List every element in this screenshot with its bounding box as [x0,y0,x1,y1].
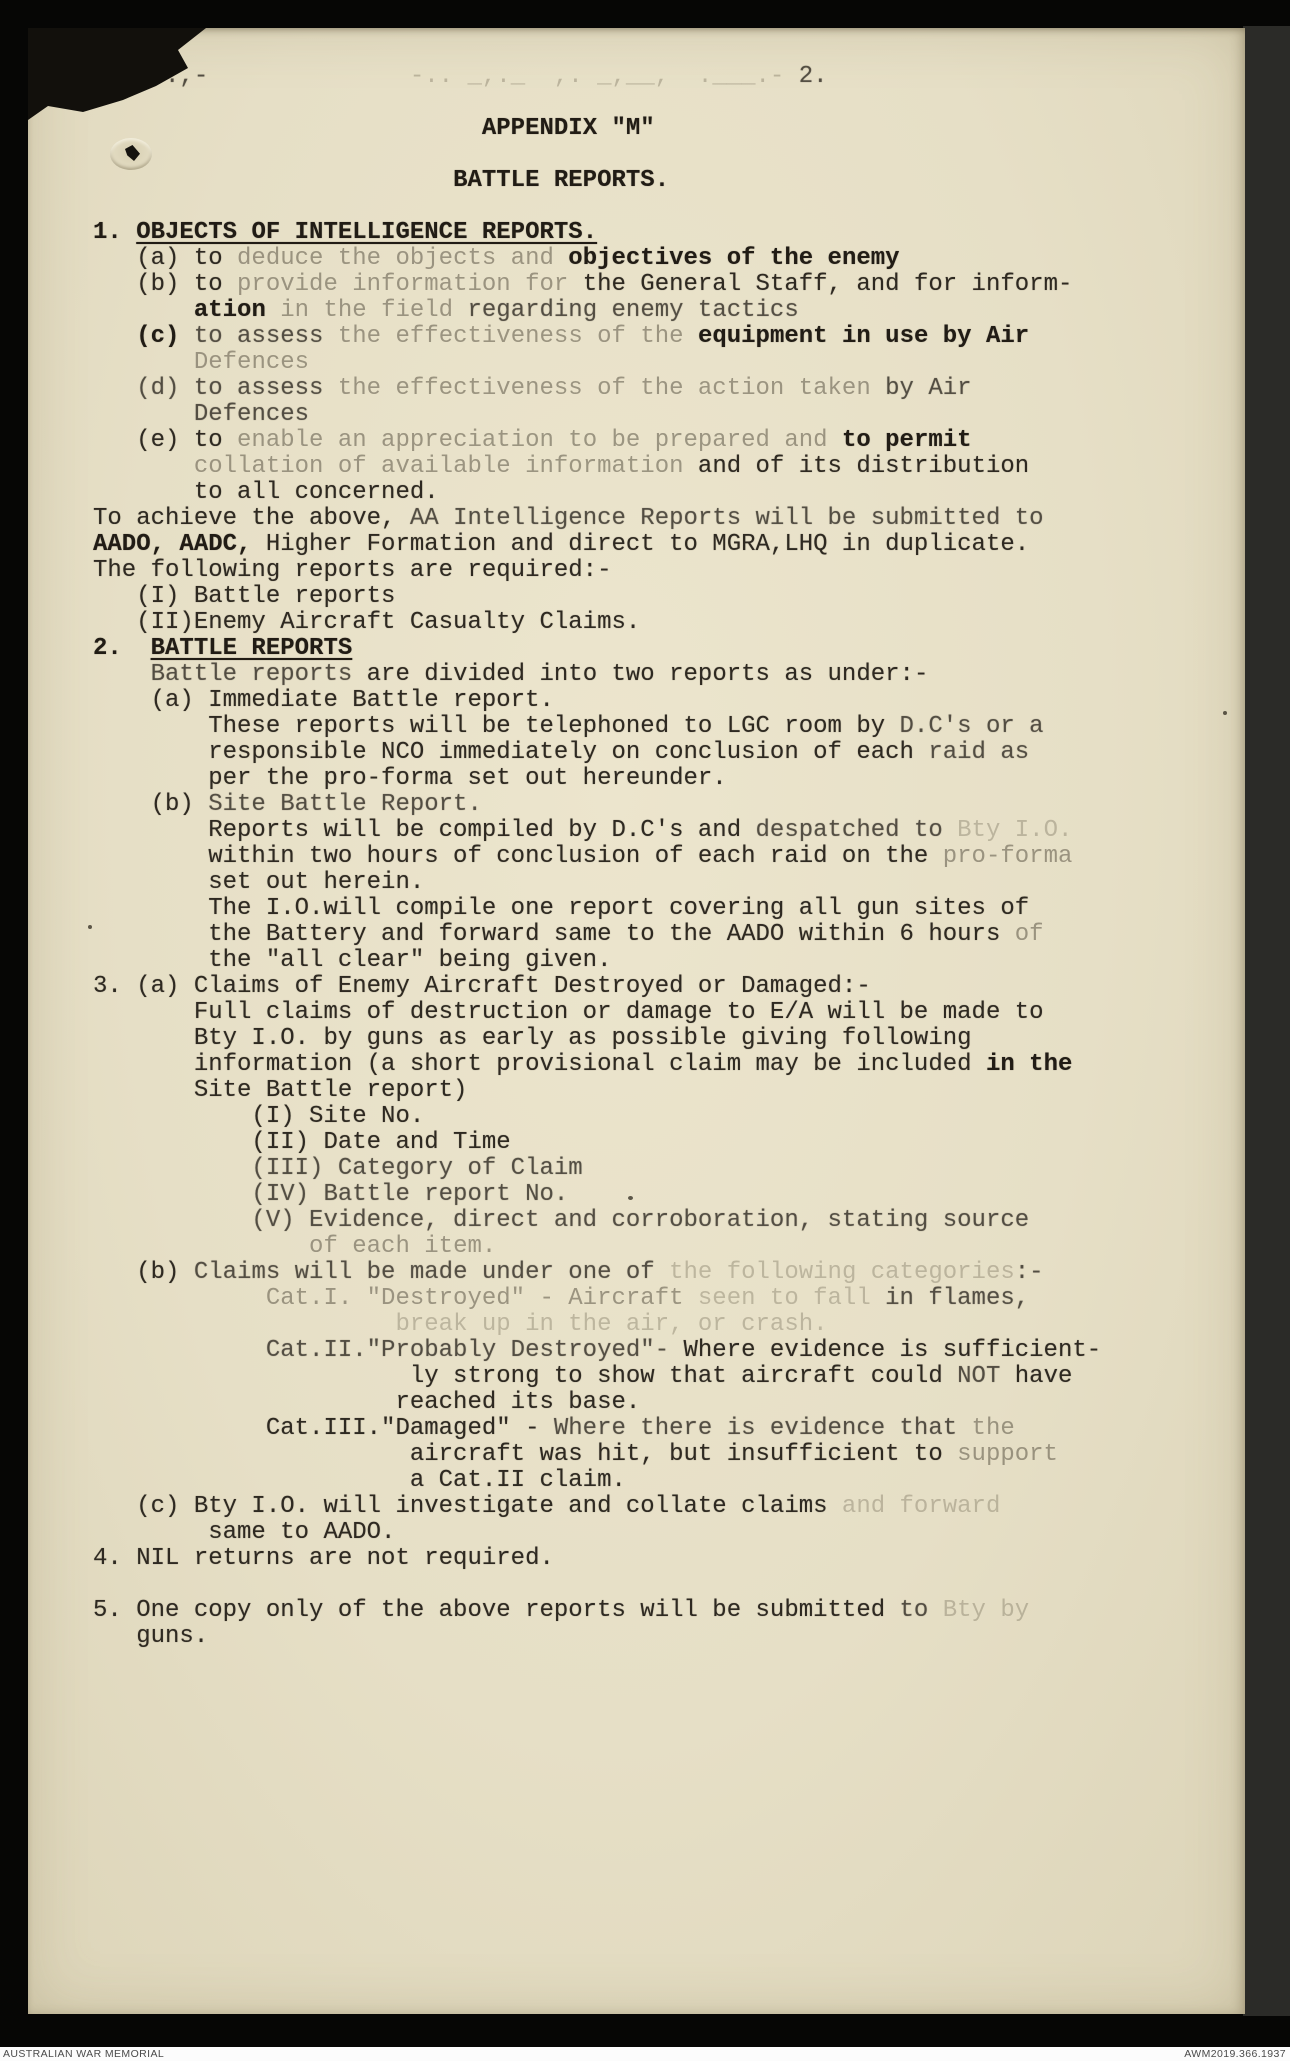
document-line: (IV) Battle report No. [93,1181,569,1208]
archive-name: AUSTRALIAN WAR MEMORIAL [3,2048,165,2060]
document-line [93,142,1213,168]
document-line: Bty I.O. by guns as early as possible giving following [93,1025,972,1052]
document-line: of each item. [309,1233,497,1260]
document-line: Defences [193,349,310,376]
document-line [93,194,1213,220]
document-line: ation in the field regarding enemy tactics [193,297,799,324]
document-line: Full claims of destruction or damage to E/A will be made to [93,999,1044,1026]
document-line: (e) to enable an appreciation to be prepared and to permit [93,427,972,454]
document-line: same to AADO. [93,1519,396,1546]
document-line: 5. One copy only of the above reports will be submitted to Bty by [93,1597,1030,1624]
document-line: reached its base. [93,1389,641,1416]
document-line: (V) Evidence, direct and corroboration, stating source [93,1207,1030,1234]
document-page [28,28,1245,2014]
document-line: 3. (a) Claims of Enemy Aircraft Destroyed or Damaged:- [93,973,871,1000]
document-line: a Cat.II claim. [93,1467,626,1494]
document-line: 1. OBJECTS OF INTELLIGENCE REPORTS. [93,219,598,246]
document-line: aircraft was hit, but insufficient to support [93,1441,1058,1468]
document-line: (c) to assess the effectiveness of the equipment in use by Air [136,323,1030,350]
document-line: APPENDIX "M" [481,115,655,142]
archive-footer [0,2047,1290,2061]
document-line: (I) Battle reports [93,583,396,610]
document-line: AADO, AADC, Higher Formation and direct to MGRA,LHQ in duplicate. [93,531,1030,558]
document-line: collation of available information and of its distribution [193,453,1030,480]
document-line: within two hours of conclusion of each raid on the pro-forma [93,843,1073,870]
document-line: Cat.III."Damaged" - Where there is evidence that the [93,1415,1015,1442]
document-line: the Battery and forward same to the AADO within 6 hours of [93,921,1044,948]
archive-reference: AWM2019.366.1937 [1184,2048,1286,2060]
document-line [93,1572,1213,1598]
document-line: (III) Category of Claim [93,1155,583,1182]
document-line: These reports will be telephoned to LGC room by D.C's or a [93,713,1044,740]
document-line: .,- -.. _,._ ,. _,__, .___.- 2. [165,63,828,90]
document-line [93,90,1213,116]
document-line: (b) to provide information for the General Staff, and for inform- [93,271,1073,298]
scanner-background [1243,26,1290,2016]
ink-speck [88,925,92,929]
document-line: Site Battle report) [93,1077,468,1104]
document-line: set out herein. [93,869,425,896]
document-line: (b) Site Battle Report. [93,791,482,818]
document-line: per the pro-forma set out hereunder. [93,765,727,792]
document-line: ly strong to show that aircraft could NOT have [93,1363,1073,1390]
document-line: break up in the air, or crash. [395,1311,828,1338]
document-line: guns. [93,1623,209,1650]
document-line: (a) Immediate Battle report. [93,687,554,714]
document-body [93,64,1213,1650]
document-line: to all concerned. [93,479,439,506]
ink-speck [1223,711,1227,715]
document-line: (c) Bty I.O. will investigate and collate claims and forward [93,1493,1001,1520]
document-line: 4. NIL returns are not required. [93,1545,554,1572]
document-line: the "all clear" being given. [93,947,612,974]
document-line: information (a short provisional claim may be included in the [93,1051,1073,1078]
document-line: Reports will be compiled by D.C's and despatched to Bty I.O. [93,817,1073,844]
document-line: BATTLE REPORTS. [453,167,670,194]
document-line: (II) Date and Time [93,1129,511,1156]
document-line: (a) to deduce the objects and objectives of the enemy [93,245,900,272]
document-line: (II)Enemy Aircraft Casualty Claims. [93,609,641,636]
document-line: (b) Claims will be made under one of the following categories:- [93,1259,1044,1286]
document-line: Cat.I. "Destroyed" - Aircraft seen to fall in flames, [265,1285,1030,1312]
document-line: Defences [193,401,310,428]
document-line: 2. BATTLE REPORTS [93,635,353,662]
document-line: responsible NCO immediately on conclusion of each raid as [93,739,1030,766]
document-line: To achieve the above, AA Intelligence Reports will be submitted to [93,505,1044,532]
document-line: (I) Site No. [93,1103,425,1130]
document-line: (d) to assess the effectiveness of the action taken by Air [93,375,972,402]
document-line: Cat.II."Probably Destroyed"- Where evidence is sufficient- [265,1337,1102,1364]
document-line: Battle reports are divided into two reports as under:- [150,661,929,688]
document-line: The following reports are required:- [93,557,612,584]
document-line: The I.O.will compile one report covering all gun sites of [93,895,1030,922]
